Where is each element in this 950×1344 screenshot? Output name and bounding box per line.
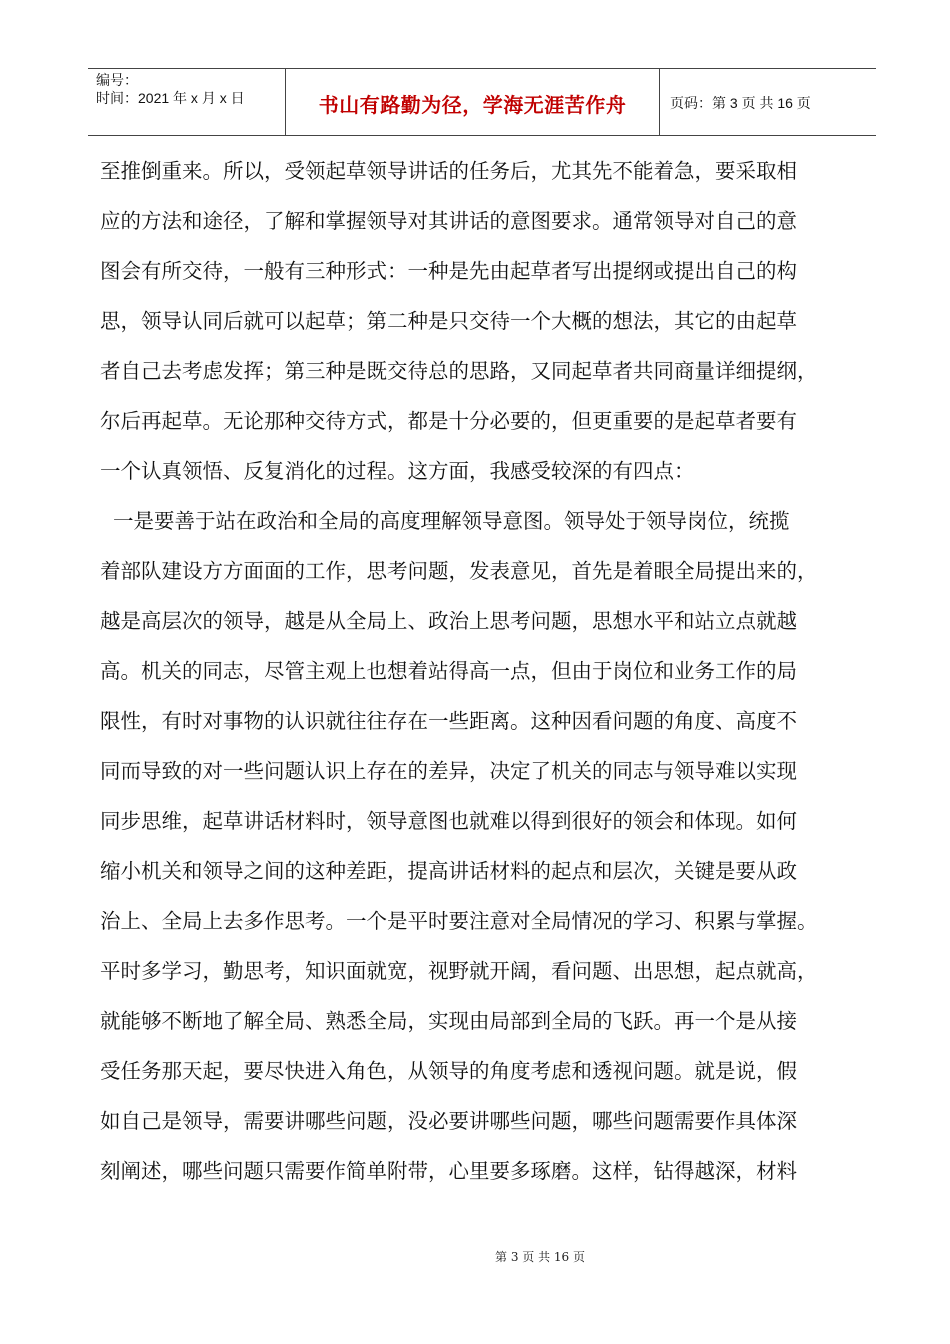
body-line: 一是要善于站在政治和全局的高度理解领导意图。领导处于领导岗位，统揽 xyxy=(100,509,790,533)
body-line: 如自己是领导，需要讲哪些问题，没必要讲哪些问题，哪些问题需要作具体深 xyxy=(100,1109,797,1133)
body-line: 同步思维，起草讲话材料时，领导意图也就难以得到很好的领会和体现。如何 xyxy=(100,809,797,833)
body-line: 越是高层次的领导，越是从全局上、政治上思考问题，思想水平和站立点就越 xyxy=(100,609,797,633)
body-line: 高。机关的同志，尽管主观上也想着站得高一点，但由于岗位和业务工作的局 xyxy=(100,659,797,683)
body-line: 限性，有时对事物的认识就往往存在一些距离。这种因看问题的角度、高度不 xyxy=(100,709,797,733)
header-motto: 书山有路勤为径，学海无涯苦作舟 xyxy=(286,69,660,135)
header-page-number: 页码：第 3 页 共 16 页 xyxy=(670,95,811,111)
body-line: 一个认真领悟、反复消化的过程。这方面，我感受较深的有四点： xyxy=(100,459,695,483)
body-line: 应的方法和途径，了解和掌握领导对其讲话的意图要求。通常领导对自己的意 xyxy=(100,209,797,233)
body-line: 治上、全局上去多作思考。一个是平时要注意对全局情况的学习、积累与掌握。 xyxy=(100,909,818,933)
header-meta xyxy=(88,69,286,135)
body-line: 者自己去考虑发挥；第三种是既交待总的思路，又同起草者共同商量详细提纲， xyxy=(100,359,818,383)
body-line: 着部队建设方方面面的工作，思考问题，发表意见，首先是着眼全局提出来的， xyxy=(100,559,818,583)
page-footer: 第 3 页 共 16 页 xyxy=(495,1250,585,1264)
body-line: 缩小机关和领导之间的这种差距，提高讲话材料的起点和层次，关键是要从政 xyxy=(100,859,797,883)
body-line: 刻阐述，哪些问题只需要作简单附带，心里要多琢磨。这样，钻得越深，材料 xyxy=(100,1159,797,1183)
document-body xyxy=(100,146,890,1196)
body-line: 平时多学习，勤思考，知识面就宽，视野就开阔，看问题、出思想，起点就高， xyxy=(100,959,818,983)
page-header xyxy=(88,68,876,136)
body-line: 尔后再起草。无论那种交待方式，都是十分必要的，但更重要的是起草者要有 xyxy=(100,409,797,433)
body-line: 思，领导认同后就可以起草；第二种是只交待一个大概的想法，其它的由起草 xyxy=(100,309,797,333)
body-line: 图会有所交待，一般有三种形式：一种是先由起草者写出提纲或提出自己的构 xyxy=(100,259,797,283)
body-line: 就能够不断地了解全局、熟悉全局，实现由局部到全局的飞跃。再一个是从接 xyxy=(100,1009,797,1033)
body-line: 至推倒重来。所以，受领起草领导讲话的任务后，尤其先不能着急，要采取相 xyxy=(100,159,797,183)
document-number-label: 编号： xyxy=(96,72,138,88)
document-date-label: 时间：2021 年 x 月 x 日 xyxy=(96,90,245,106)
body-line: 受任务那天起，要尽快进入角色，从领导的角度考虑和透视问题。就是说，假 xyxy=(100,1059,797,1083)
body-line: 同而导致的对一些问题认识上存在的差异，决定了机关的同志与领导难以实现 xyxy=(100,759,797,783)
